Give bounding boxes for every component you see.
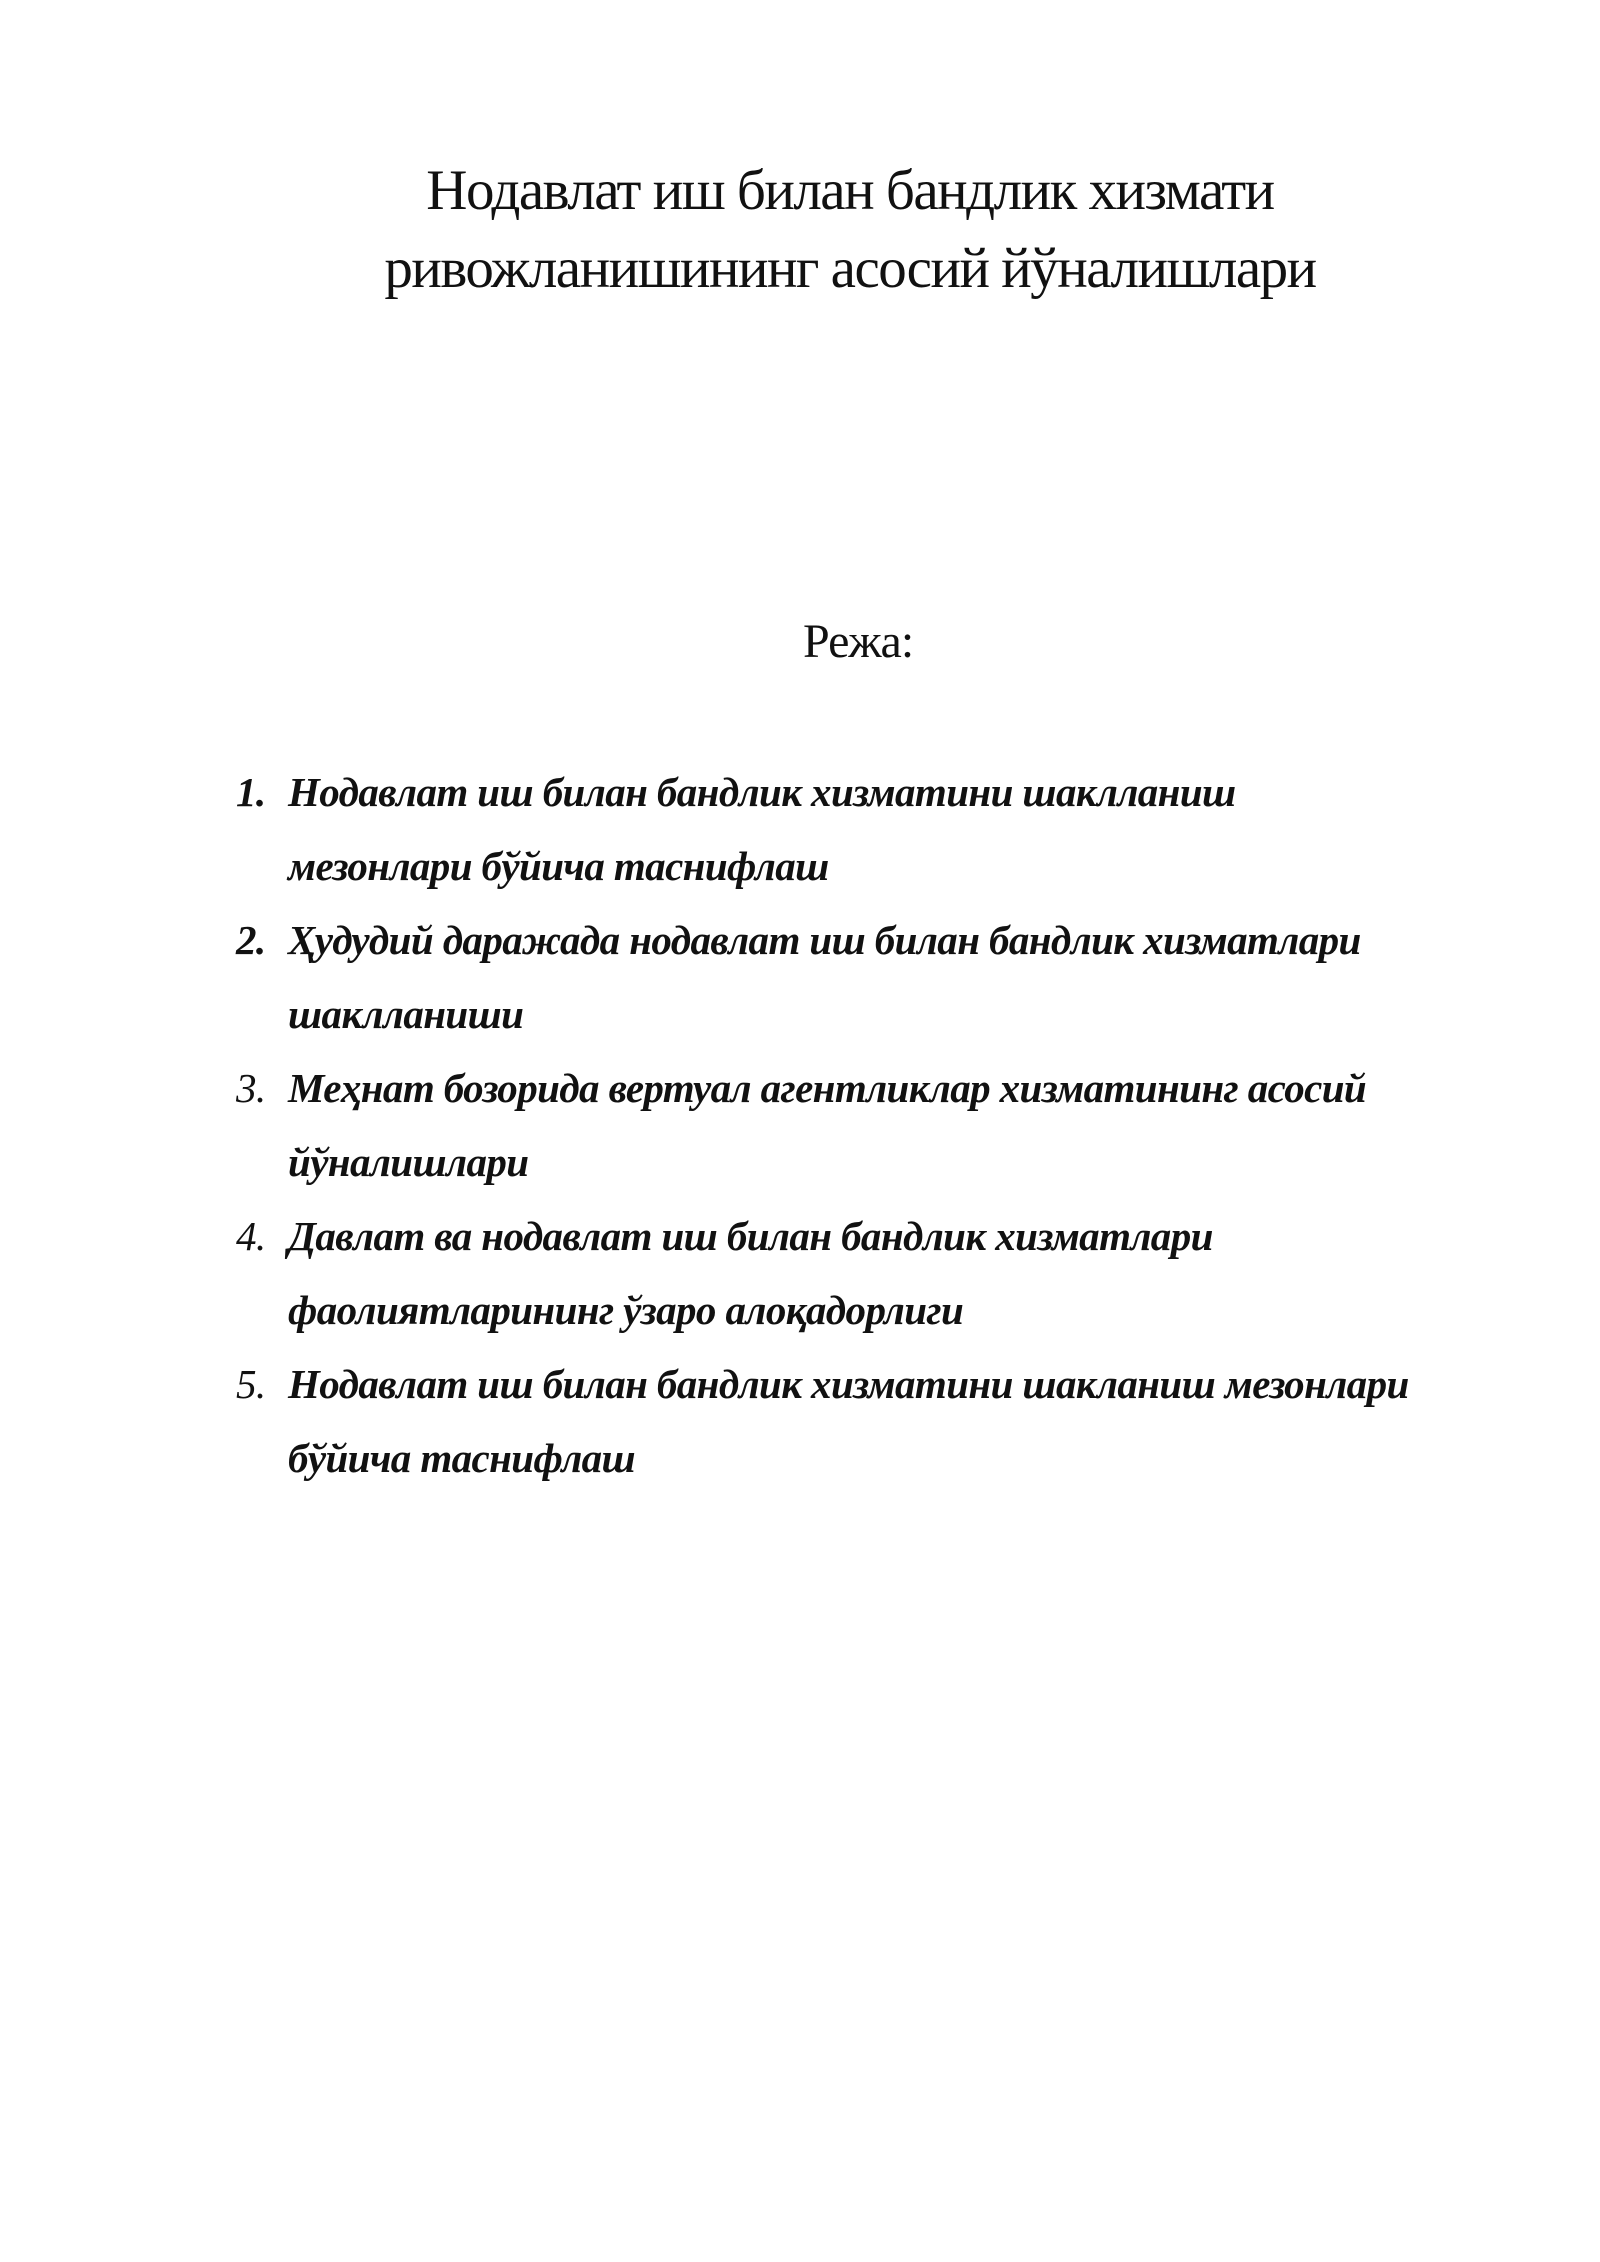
plan-item-number: 2. bbox=[236, 917, 266, 963]
plan-item-line: Нодавлат иш билан бандлик хизматини шаклланиш bbox=[288, 769, 1236, 815]
document-title bbox=[330, 152, 1370, 308]
title-line-2: ривожланишининг асосий йўналишлари bbox=[384, 237, 1316, 300]
plan-item-number: 5. bbox=[236, 1361, 266, 1407]
plan-item-line: бўйича таснифлаш bbox=[288, 1435, 636, 1481]
plan-item-line: шаклланиши bbox=[288, 991, 524, 1037]
plan-list bbox=[236, 755, 1496, 1495]
plan-item-line: йўналишлари bbox=[288, 1139, 529, 1185]
plan-item-line: Меҳнат бозорида вертуал агентликлар хизматининг асосий bbox=[288, 1065, 1367, 1111]
plan-item-line: Давлат ва нодавлат иш билан бандлик хизматлари bbox=[288, 1213, 1213, 1259]
plan-item-line: мезонлари бўйича таснифлаш bbox=[288, 843, 829, 889]
plan-item-line: фаолиятларининг ўзаро алоқадорлиги bbox=[288, 1287, 964, 1333]
plan-item-number: 4. bbox=[236, 1213, 266, 1259]
plan-item-line: Нодавлат иш билан бандлик хизматини шакланиш мезонлари bbox=[288, 1361, 1409, 1407]
plan-item-number: 1. bbox=[236, 769, 266, 815]
plan-item-3 bbox=[236, 1051, 1496, 1199]
plan-item-4 bbox=[236, 1199, 1496, 1347]
plan-item-5 bbox=[236, 1347, 1496, 1495]
plan-item-line: Ҳудудий даражада нодавлат иш билан бандлик хизматлари bbox=[288, 917, 1361, 963]
title-line-1: Нодавлат иш билан бандлик хизмати bbox=[426, 159, 1274, 222]
plan-item-number: 3. bbox=[236, 1065, 266, 1111]
plan-item-1 bbox=[236, 755, 1496, 903]
plan-item-2 bbox=[236, 903, 1496, 1051]
plan-heading: Режа: bbox=[803, 615, 914, 668]
